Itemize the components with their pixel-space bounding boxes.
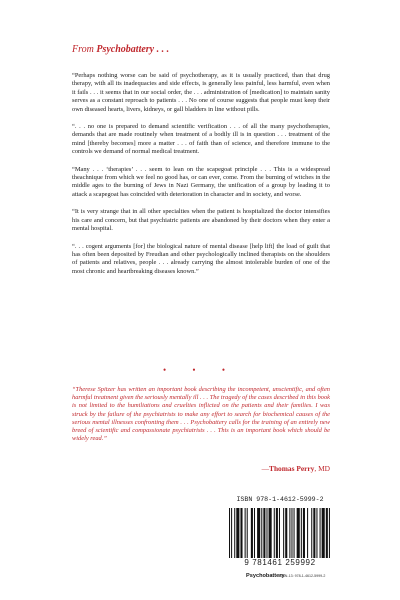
barcode-bar [322, 508, 325, 558]
book-title: Psychobattery . . . [96, 44, 170, 55]
barcode-bar [291, 508, 292, 558]
barcode-bar [279, 508, 280, 558]
barcode-bar [313, 508, 315, 558]
attribution-dash: — [261, 464, 270, 473]
barcode-bar [301, 508, 302, 558]
barcode-bar [240, 508, 242, 558]
review-author: Thomas Perry [269, 464, 315, 473]
barcode-bar [320, 508, 321, 558]
barcode-bar [236, 508, 239, 558]
footer-isbn: ISBN-13: 978-1-4612-5999-2 [279, 574, 326, 578]
barcode-bar [297, 508, 300, 558]
barcode-bar [294, 508, 295, 558]
excerpt-quote-5: “. . . cogent arguments [for] the biological nature of mental disease [help lift] the load of guilt that has often been deposited by Freudian and other psychologically inclined therapists on the shoulders of patients and relatives, people . . . already carrying the almost intolerable burden of one of the most chronic and heartbreaking diseases known.” [72, 242, 330, 275]
barcode-bar [245, 508, 246, 558]
barcode-bar [231, 508, 232, 558]
excerpt-quotes [72, 72, 330, 285]
barcode-bar [269, 508, 272, 558]
isbn-text: ISBN 978-1-4612-5999-2 [236, 496, 324, 503]
barcode-bar [326, 508, 328, 558]
excerpt-quote-3: “Many . . . ‘therapies’ . . . seem to lean on the scapegoat principle . . . This is a widespread theachnique from which we feel no good has, or can ever, come. From the burning of witches in the middle ages to the burning of Jews in Nazi Germany, the unification of a group by leading it to attack a scapegoat has coincided with deterioration in character and in society, and worse. [72, 165, 330, 198]
barcode-digits: 9 781461 259992 [244, 558, 316, 567]
barcode-bar [251, 508, 253, 558]
review-credential: , MD [314, 464, 330, 473]
barcode-bar [257, 508, 260, 558]
barcode-bar [274, 508, 275, 558]
excerpt-quote-2: “. . . no one is prepared to demand scientific verification . . . of all the many psychotherapies, demands that are made routinely when treatment of a bodily ill is in question . . . treatment of the mind [thereby becomes] more a matter . . . of faith than of science, and therefore immune to the controls we demand of normal medical treatment. [72, 123, 330, 156]
barcode-bar [234, 508, 235, 558]
barcode-bar [254, 508, 255, 558]
barcode-bar [229, 508, 230, 558]
barcode-bar [311, 508, 312, 558]
barcode-bar [307, 508, 308, 558]
barcode-bar [285, 508, 287, 558]
section-separator: • • • [163, 365, 237, 375]
excerpt-quote-1: “Perhaps nothing worse can be said of psychotherapy, as it is usually practiced, than that drug therapy, with all its inadequacies and side effects, is generally less painful, less harmful, even when it fails . . . it seems that in our social order, the . . . administration of [medication] to maintain sanity serves as a constant reproach to patients . . . No one of course suggests that people must keep their own diseased hearts, livers, kidneys, or gall bladders in line without pills. [72, 72, 330, 113]
review-attribution [72, 464, 330, 473]
footer-book-title: Psychobattery [246, 573, 285, 579]
barcode-bar [303, 508, 305, 558]
barcode-bar [329, 508, 330, 558]
barcode-bar [276, 508, 278, 558]
barcode-bar [266, 508, 267, 558]
barcode-icon [228, 508, 332, 558]
barcode-bar [283, 508, 284, 558]
barcode-bar [316, 508, 317, 558]
review-quote: “Therese Spitzer has written an important book describing the incompetent, unscientific, and often harmful treatment given the seriously mentally ill . . . The tragedy of the cases described in this book is not limited to the humiliations and cruelties inflicted on the patients and their families. I was struck by the failure of the psychiatrists to make any effort to search for biochemical causes of the serious mental illnesses confronting them . . . Psychobattery calls for the training of an entirely new breed of scientific and compassionate psychiatrists . . . This is an important book which should be widely read.” [72, 386, 330, 443]
barcode-bar [261, 508, 262, 558]
excerpt-quote-4: “It is very strange that in all other specialties when the patient is hospitalized the doctor intensifies his care and concern, but that psychiatric patients are abandoned by their doctors when they enter a mental hospital. [72, 208, 330, 233]
barcode-bar [263, 508, 265, 558]
excerpt-heading [72, 44, 169, 55]
heading-prefix: From [72, 44, 97, 55]
barcode-bar [247, 508, 248, 558]
barcode-bar [289, 508, 290, 558]
